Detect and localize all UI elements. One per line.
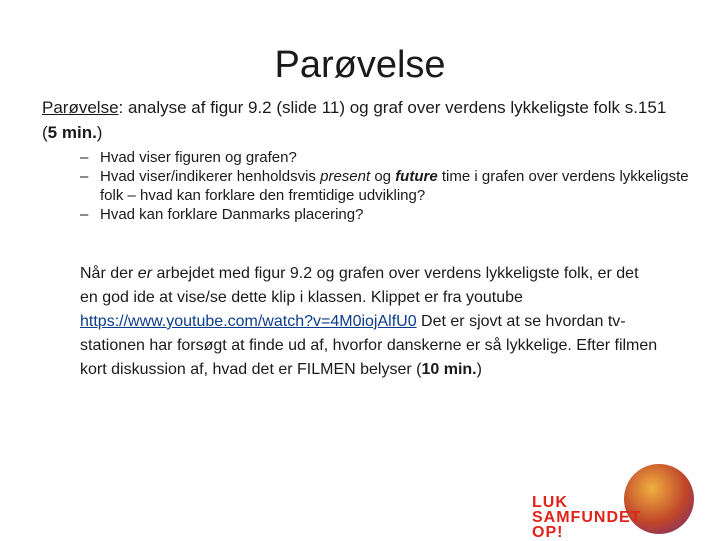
intro-time: 5 min. <box>47 123 97 142</box>
question-2-end: time i grafen over verdens lykkeligste folk – hvad kan forklare den fremtidige udvikling? <box>100 168 689 204</box>
question-2-and: og <box>370 168 396 185</box>
body-text-2: arbejdet med figur 9.2 og grafen over verdens lykkeligste folk, er det en god ide at vise/se dette klip i klassen. Klippet er fra youtube <box>80 265 639 306</box>
question-2-start: Hvad viser/indikerer henholdsvis <box>100 168 321 185</box>
body-text-1: Når der <box>80 265 138 282</box>
logo-line-2: SAMFUNDET <box>532 509 642 526</box>
list-item <box>80 148 700 167</box>
question-list <box>80 148 700 224</box>
term-present: present <box>320 168 371 185</box>
intro-text: : analyse af figur 9.2 (slide 11) og graf over verdens lykkeligste folk s.151 ( <box>42 98 667 142</box>
body-text-end: ) <box>476 361 482 378</box>
list-item <box>80 205 700 224</box>
list-item <box>80 167 700 205</box>
body-emphasis: er <box>137 265 153 282</box>
slide-title: Parøvelse <box>274 44 446 86</box>
term-future: future <box>395 168 438 185</box>
question-1: Hvad viser figuren og grafen? <box>100 149 297 166</box>
intro-paragraph <box>42 95 682 145</box>
body-paragraph <box>80 262 660 382</box>
intro-label: Parøvelse <box>42 98 119 117</box>
youtube-link[interactable]: https://www.youtube.com/watch?v=4M0iojAlfU0 <box>80 313 417 330</box>
logo-text <box>532 495 641 540</box>
logo-line-3: OP! <box>532 524 564 541</box>
body-time: 10 min. <box>421 361 477 378</box>
luk-samfundet-op-logo <box>512 462 712 540</box>
logo-line-1: LUK <box>532 494 568 511</box>
question-3: Hvad kan forklare Danmarks placering? <box>100 206 364 223</box>
body-text-3: Det er sjovt at se hvordan tv-stationen har forsøgt at finde ud af, hvorfor danskerne er så lykkelige. Efter filmen kort diskussion af, hvad det er FILMEN belyser ( <box>80 313 658 378</box>
intro-text-end: ) <box>96 123 103 142</box>
